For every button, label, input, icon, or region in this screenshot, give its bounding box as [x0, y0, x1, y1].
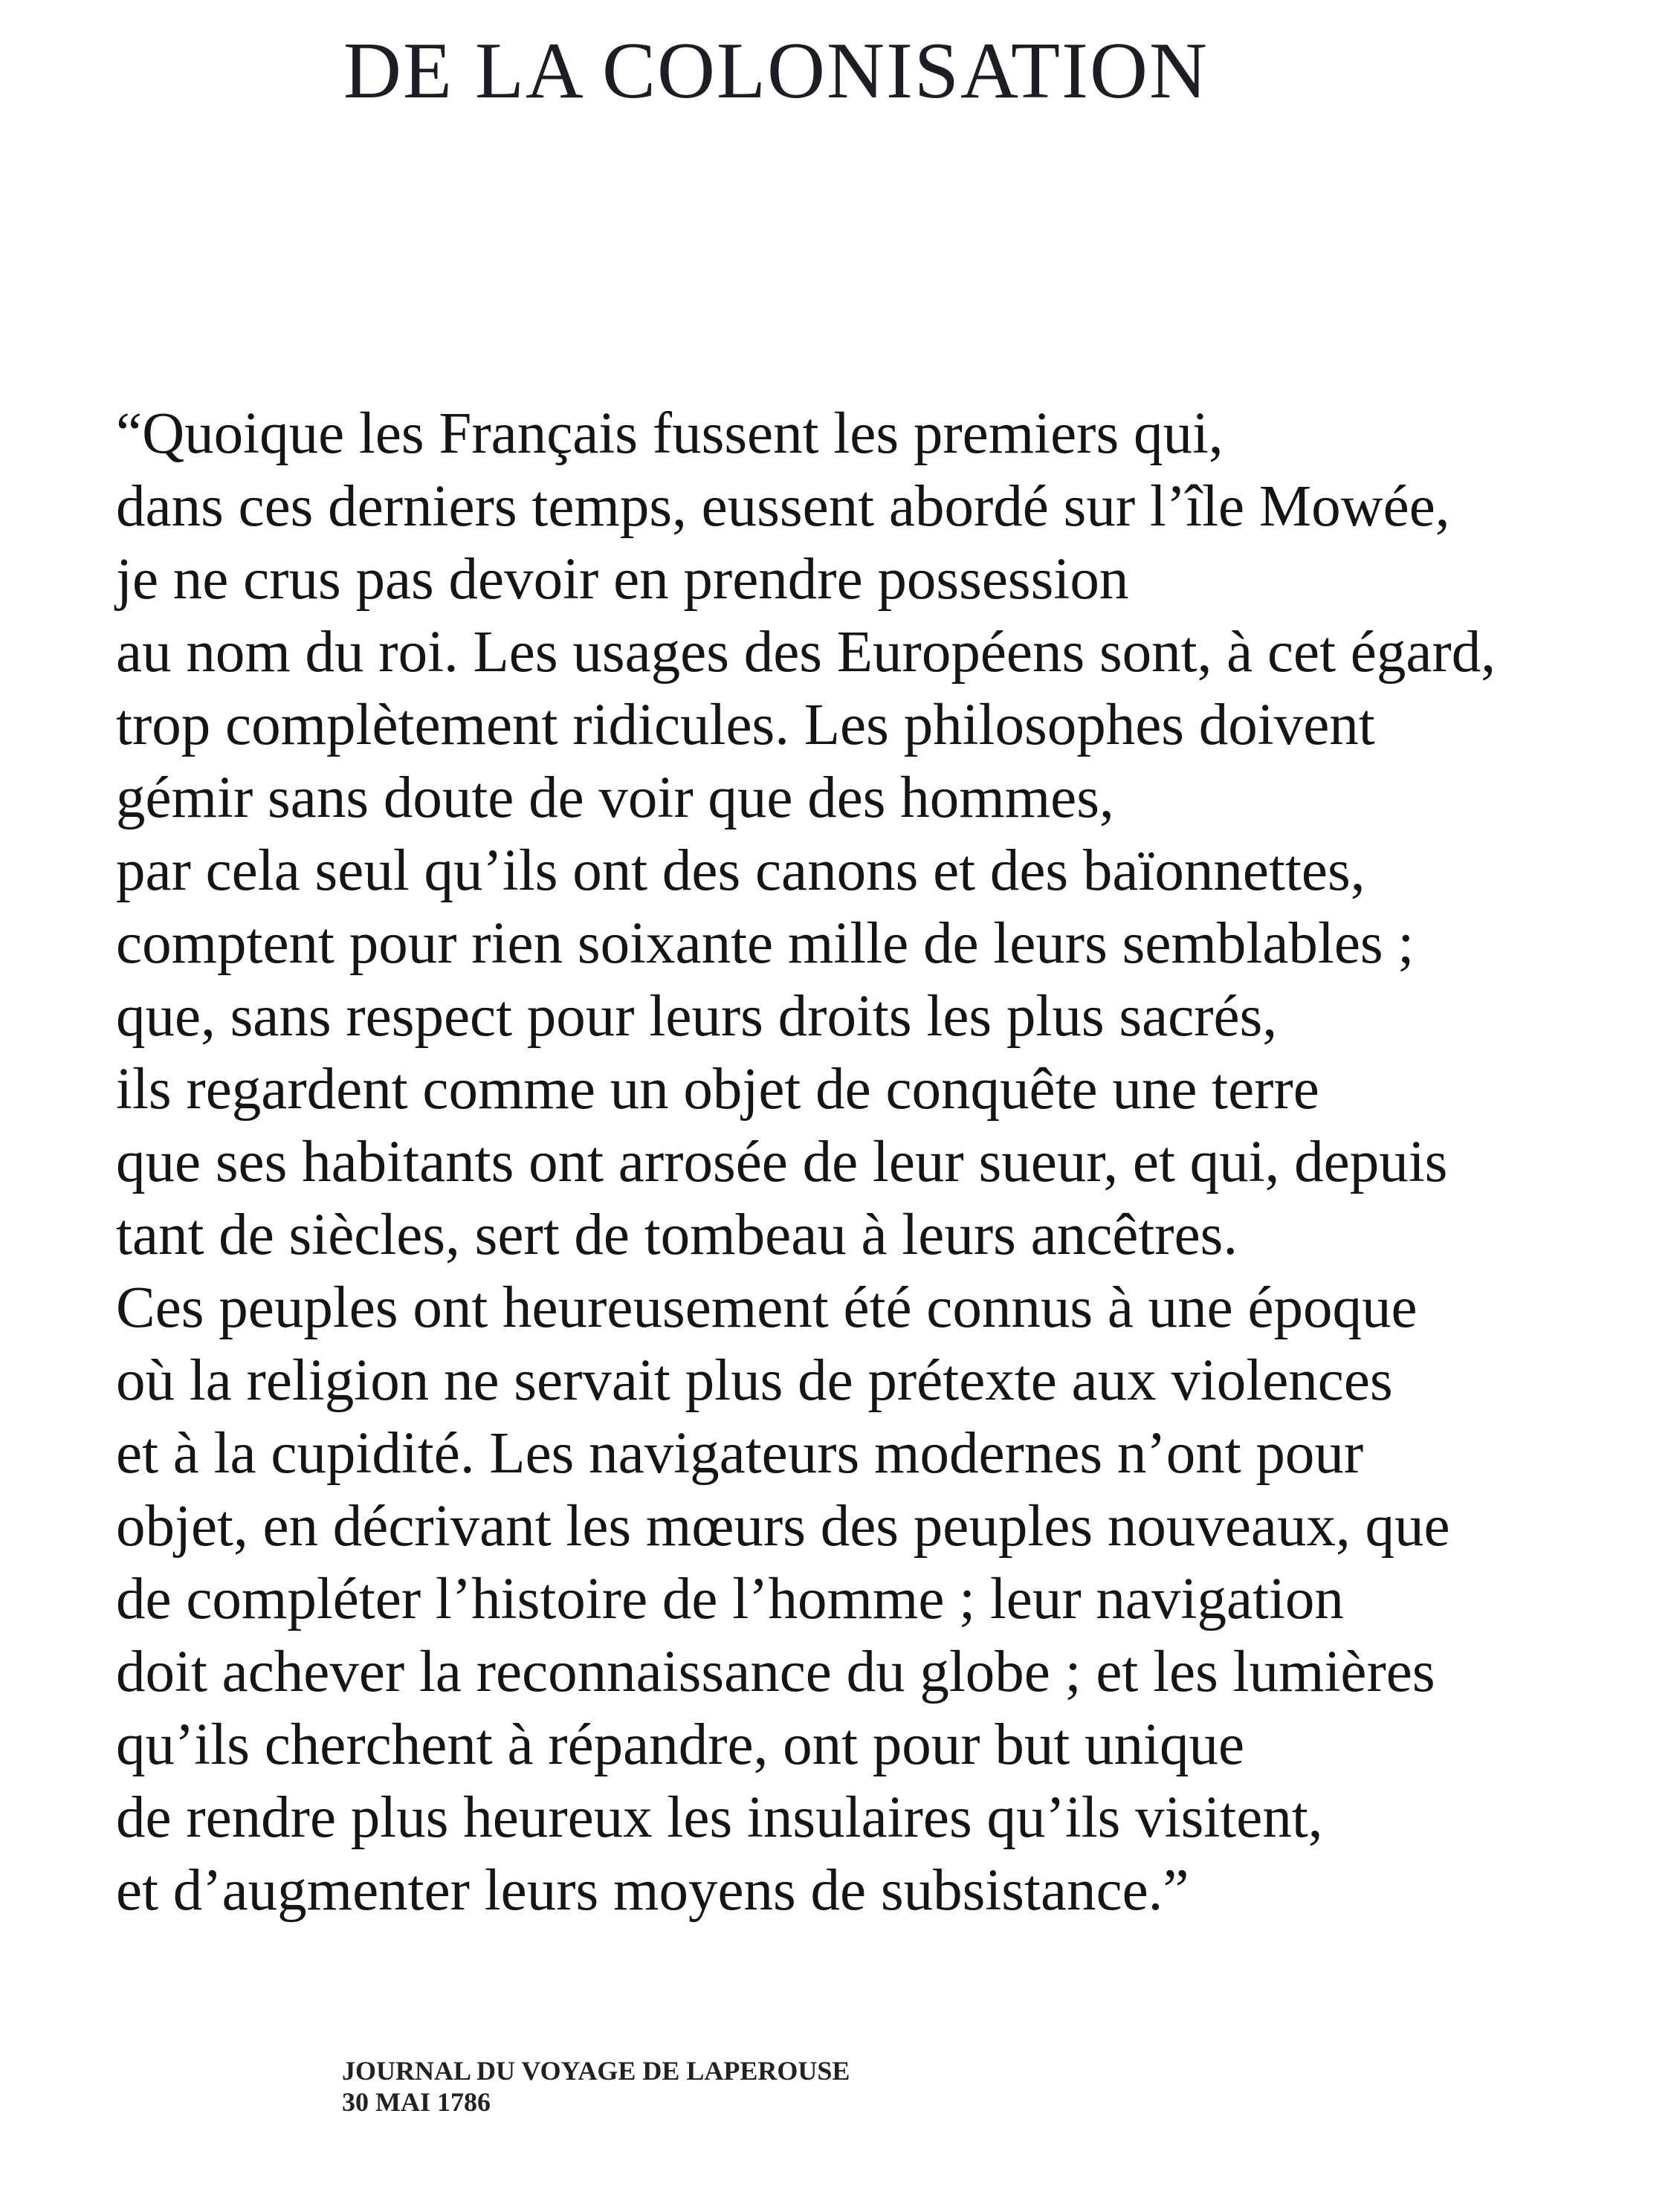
quote-line: que ses habitants ont arrosée de leur sueur, et qui, depuis	[116, 1130, 1448, 1194]
quote-line: par cela seul qu’ils ont des canons et des baïonnettes,	[116, 838, 1365, 903]
quote-line: gémir sans doute de voir que des hommes,	[116, 766, 1114, 830]
quote-line: doit achever la reconnaissance du globe ; et les lumières	[116, 1640, 1435, 1704]
source-date: 30 MAI 1786	[342, 2087, 491, 2117]
quote-line: et d’augmenter leurs moyens de subsistance.”	[116, 1858, 1189, 1923]
quote-line: objet, en décrivant les mœurs des peuples nouveaux, que	[116, 1494, 1450, 1559]
quote-line: dans ces derniers temps, eussent abordé sur l’île Mowée,	[116, 474, 1450, 539]
quote-line: trop complètement ridicules. Les philosophes doivent	[116, 693, 1375, 757]
quote-line: de compléter l’histoire de l’homme ; leur navigation	[116, 1567, 1344, 1631]
quote-block	[116, 398, 1662, 1927]
quote-line: où la religion ne servait plus de prétexte aux violences	[116, 1348, 1393, 1413]
quote-line: et à la cupidité. Les navigateurs modernes n’ont pour	[116, 1421, 1364, 1486]
quote-line: de rendre plus heureux les insulaires qu’ils visitent,	[116, 1785, 1323, 1850]
source-title: JOURNAL DU VOYAGE DE LAPEROUSE	[342, 2056, 850, 2086]
quote-line: ils regardent comme un objet de conquête une terre	[116, 1057, 1319, 1122]
quote-line: que, sans respect pour leurs droits les plus sacrés,	[116, 984, 1278, 1049]
quote-line: au nom du roi. Les usages des Européens sont, à cet égard,	[116, 620, 1496, 685]
quote-line: Ces peuples ont heureusement été connus à une époque	[116, 1275, 1418, 1340]
quote-line: comptent pour rien soixante mille de leurs semblables ;	[116, 911, 1415, 976]
page-title: DE LA COLONISATION	[343, 27, 1209, 115]
quote-line: je ne crus pas devoir en prendre possession	[116, 547, 1129, 612]
source-citation	[342, 2055, 850, 2118]
quote-line: tant de siècles, sert de tombeau à leurs ancêtres.	[116, 1203, 1238, 1267]
quote-line: qu’ils cherchent à répandre, ont pour but unique	[116, 1713, 1245, 1777]
quote-line: “Quoique les Français fussent les premiers qui,	[116, 401, 1224, 466]
